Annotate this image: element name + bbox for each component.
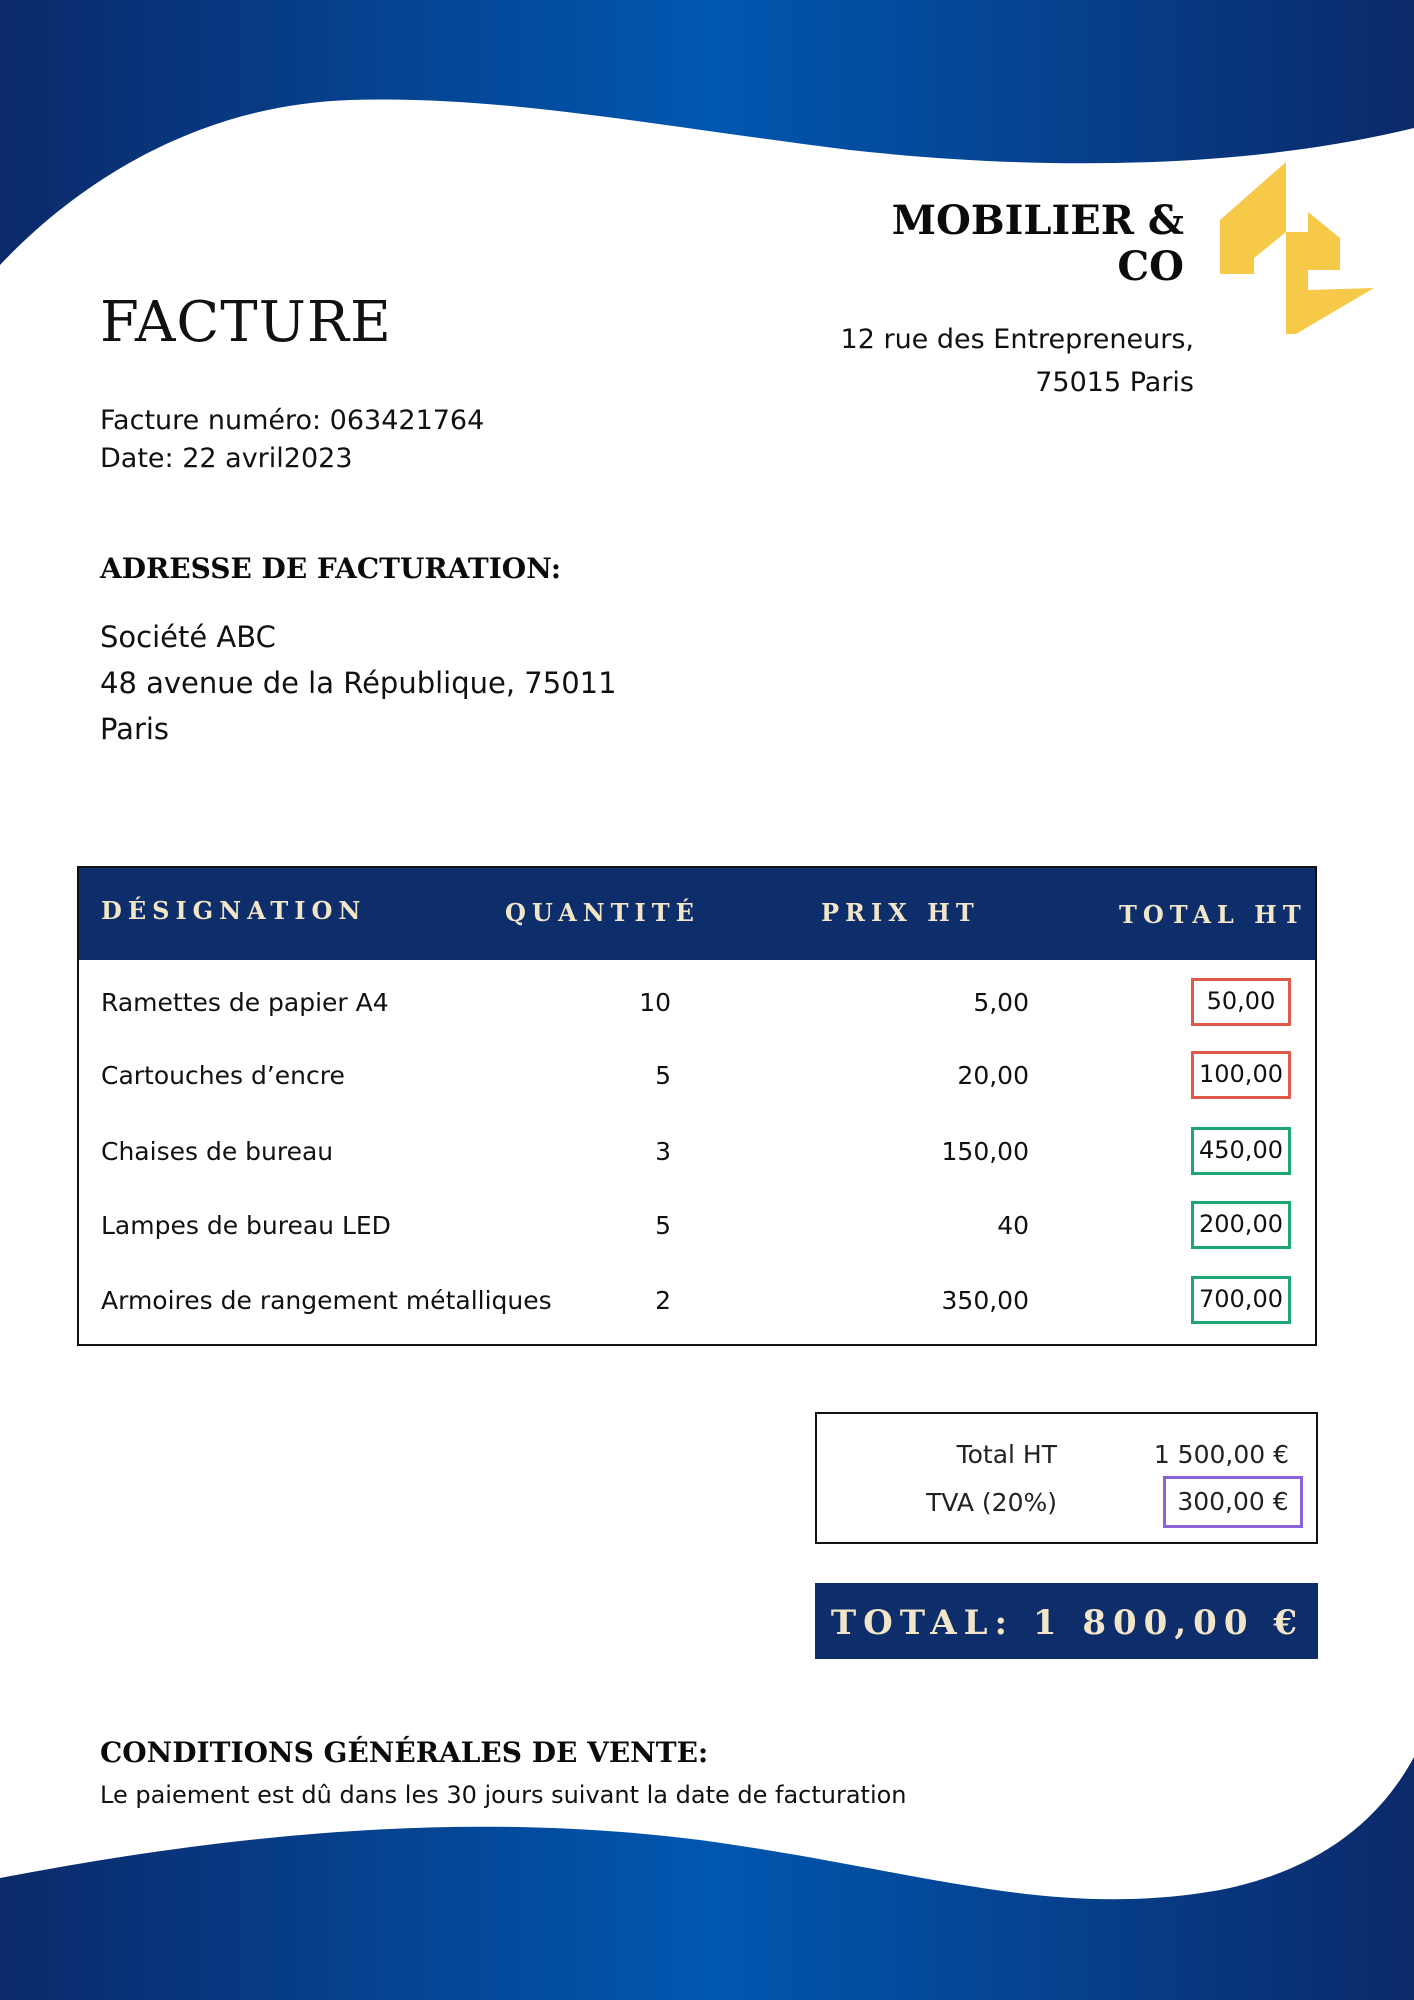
billing-address	[100, 614, 617, 752]
row-quantity: 5	[655, 1211, 671, 1240]
tva-label: TVA (20%)	[926, 1488, 1057, 1517]
company-address	[740, 318, 1194, 404]
table-row	[79, 1123, 1315, 1183]
row-price: 5,00	[973, 988, 1029, 1017]
billing-line-1: Société ABC	[100, 620, 276, 654]
table-row	[79, 1272, 1315, 1332]
company-name-line1: MOBILIER &	[891, 197, 1184, 244]
invoice-meta	[100, 402, 484, 478]
row-total: 700,00	[1191, 1276, 1291, 1324]
row-total: 450,00	[1191, 1127, 1291, 1175]
table-row	[79, 1197, 1315, 1257]
total-ht-value: 1 500,00 €	[1153, 1440, 1289, 1469]
header-total: TOTAL HT	[1119, 900, 1307, 929]
header-price: PRIX HT	[821, 898, 980, 927]
company-address-line1: 12 rue des Entrepreneurs,	[840, 324, 1194, 355]
company-address-line2: 75015 Paris	[1035, 367, 1194, 398]
table-row	[79, 974, 1315, 1034]
row-quantity: 2	[655, 1286, 671, 1315]
grand-total-banner	[815, 1583, 1318, 1659]
company-name-line2: CO	[1117, 243, 1184, 290]
conditions-text: Le paiement est dû dans les 30 jours suivant la date de facturation	[100, 1781, 907, 1809]
bottom-wave-decoration	[0, 1740, 1414, 2000]
row-quantity: 5	[655, 1061, 671, 1090]
invoice-number: Facture numéro: 063421764	[100, 405, 485, 436]
row-total: 50,00	[1191, 978, 1291, 1026]
row-designation: Ramettes de papier A4	[101, 988, 389, 1017]
company-logo-icon	[1218, 162, 1376, 334]
invoice-date: Date: 22 avril2023	[100, 443, 353, 474]
row-price: 350,00	[941, 1286, 1029, 1315]
top-wave-decoration	[0, 0, 1414, 270]
row-price: 40	[997, 1211, 1029, 1240]
row-quantity: 3	[655, 1137, 671, 1166]
billing-line-3: Paris	[100, 712, 170, 746]
summary-box	[815, 1412, 1318, 1544]
row-designation: Cartouches d’encre	[101, 1061, 345, 1090]
row-total: 100,00	[1191, 1051, 1291, 1099]
row-quantity: 10	[639, 988, 671, 1017]
table-header	[79, 868, 1315, 960]
row-designation: Chaises de bureau	[101, 1137, 334, 1166]
row-price: 150,00	[941, 1137, 1029, 1166]
invoice-title: FACTURE	[100, 290, 392, 355]
billing-heading: ADRESSE DE FACTURATION:	[100, 552, 562, 585]
total-ht-label: Total HT	[956, 1440, 1057, 1469]
items-table	[77, 866, 1317, 1346]
row-total: 200,00	[1191, 1201, 1291, 1249]
grand-total: TOTAL: 1 800,00 €	[830, 1603, 1304, 1643]
table-row	[79, 1047, 1315, 1107]
row-designation: Armoires de rangement métalliques	[101, 1286, 552, 1315]
row-designation: Lampes de bureau LED	[101, 1211, 391, 1240]
header-quantity: QUANTITÉ	[505, 898, 700, 927]
row-price: 20,00	[957, 1061, 1029, 1090]
tva-value: 300,00 €	[1163, 1476, 1303, 1528]
company-name	[760, 198, 1184, 290]
header-designation: DÉSIGNATION	[101, 896, 367, 925]
conditions-heading: CONDITIONS GÉNÉRALES DE VENTE:	[100, 1736, 709, 1769]
billing-line-2: 48 avenue de la République, 75011	[100, 666, 617, 700]
